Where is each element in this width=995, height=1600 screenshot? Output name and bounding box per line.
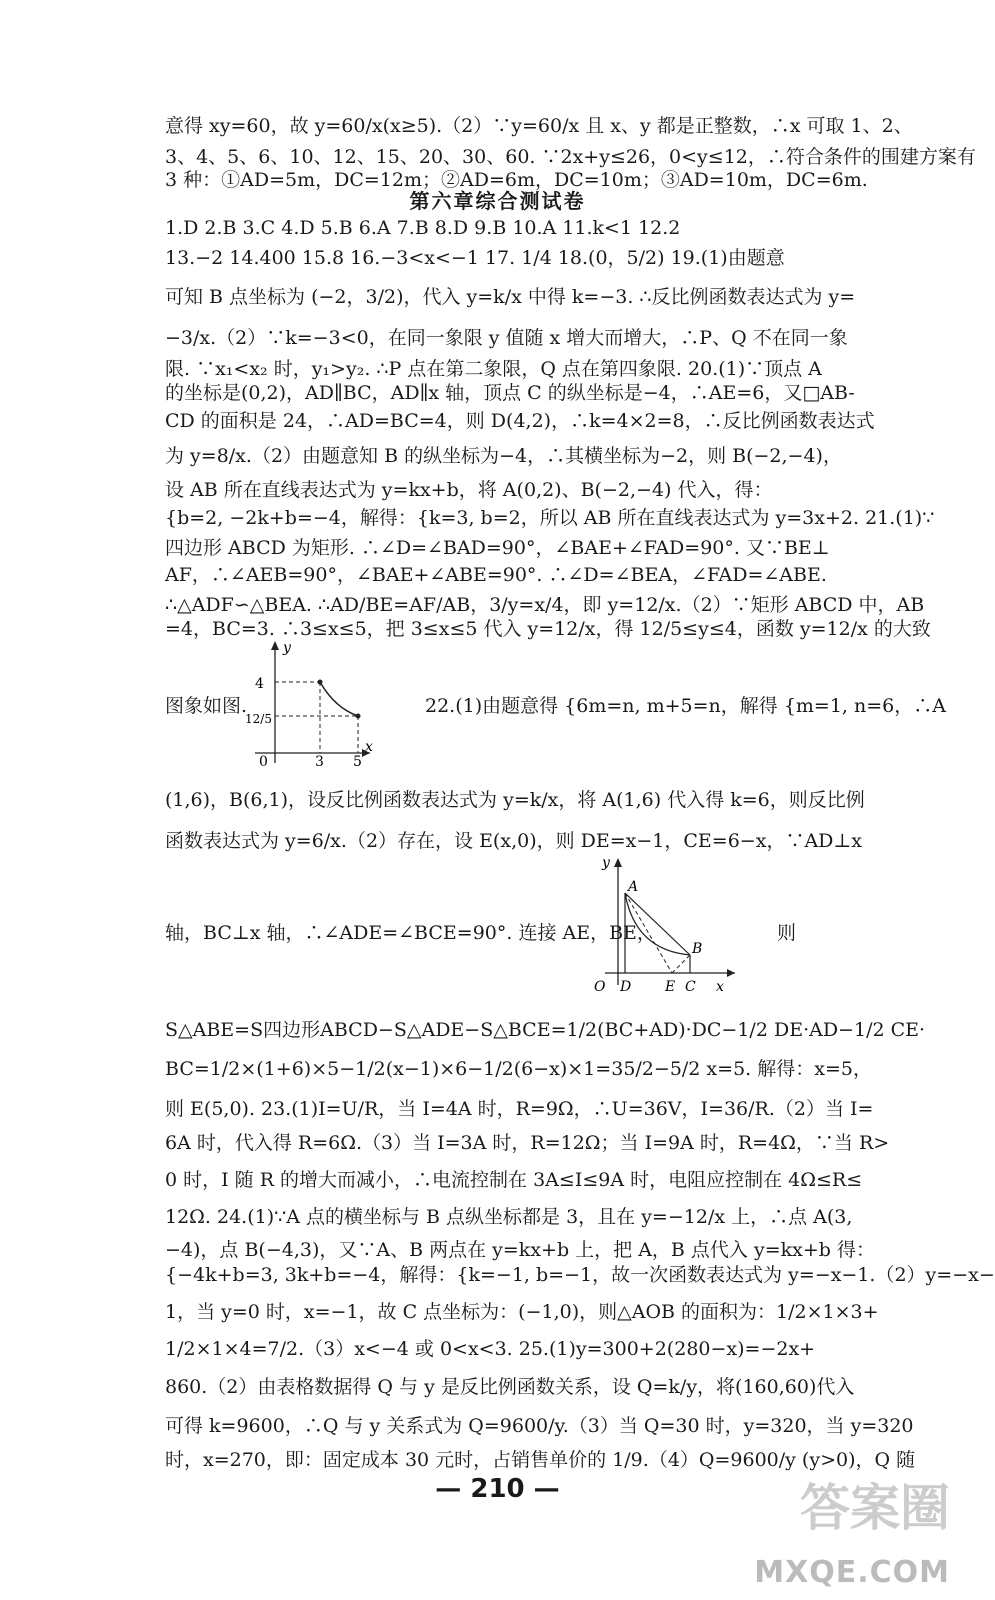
point-label: E [665, 979, 676, 995]
tick-label: 12/5 [245, 712, 272, 726]
text-line: 轴，BC⊥x 轴，∴∠ADE=∠BCE=90°. 连接 AE，BE， [165, 922, 656, 944]
text-line: 限. ∵x₁<x₂ 时，y₁>y₂. ∴P 点在第二象限，Q 点在第四象限. 20.(1)∵顶点 A [165, 358, 822, 380]
inverse-function-graph [225, 638, 375, 768]
text-line: 12Ω. 24.(1)∵A 点的横坐标与 B 点纵坐标都是 3，且在 y=−12/x 上，∴点 A(3, [165, 1206, 853, 1228]
text-line: 6A 时，代入得 R=6Ω.（3）当 I=3A 时，R=12Ω；当 I=9A 时，R=4Ω，∵当 R> [165, 1132, 890, 1154]
text-line: 四边形 ABCD 为矩形. ∴∠D=∠BAD=90°，∠BAE+∠FAD=90°. 又∵BE⊥ [165, 537, 830, 559]
text-line: 0 时，I 随 R 的增大而减小，∴电流控制在 3A≤I≤9A 时，电阻应控制在 4Ω≤R≤ [165, 1169, 863, 1191]
text-line: 可得 k=9600，∴Q 与 y 关系式为 Q=9600/y.（3）当 Q=30 时，y=320，当 y=320 [165, 1415, 914, 1437]
point-label: O [594, 979, 606, 995]
text-line: 为 y=8/x.（2）由题意知 B 的纵坐标为−4，∴其横坐标为−2，则 B(−2,−4)， [165, 445, 842, 467]
axis-label-y: y [283, 640, 291, 656]
text-line: 可知 B 点坐标为 (−2，3/2)，代入 y=k/x 中得 k=−3. ∴反比例函数表达式为 y= [165, 286, 856, 308]
text-line: 860.（2）由表格数据得 Q 与 y 是反比例函数关系，设 Q=k/y，将(160,60)代入 [165, 1376, 855, 1398]
origin-label: 0 [259, 754, 268, 768]
text-line: 设 AB 所在直线表达式为 y=kx+b，将 A(0,2)、B(−2,−4) 代入，得： [165, 479, 773, 501]
watermark-logo-text: 答案圈 [800, 1479, 950, 1537]
text-line: (1,6)，B(6,1)，设反比例函数表达式为 y=k/x，将 A(1,6) 代入得 k=6，则反比例 [165, 789, 865, 811]
text-line: 意得 xy=60，故 y=60/x(x≥5).（2）∵y=60/x 且 x、y 都是正整数，∴x 可取 1、2、 [165, 115, 913, 137]
text-line: AF，∴∠AEB=90°，∠BAE+∠ABE=90°. ∴∠D=∠BEA，∠FAD=∠ABE. [165, 564, 827, 586]
text-line: =4，BC=3. ∴3≤x≤5，把 3≤x≤5 代入 y=12/x，得 12/5≤y≤4，函数 y=12/x 的大致 [165, 618, 931, 640]
text-line: ∴△ADF∽△BEA. ∴AD/BE=AF/AB，3/y=x/4，即 y=12/x.（2）∵矩形 ABCD 中，AB [165, 594, 925, 616]
axis-label-x: x [365, 739, 373, 755]
text-line: 22.(1)由题意得 {6m=n, m+5=n，解得 {m=1, n=6，∴A [425, 695, 946, 717]
text-line: CD 的面积是 24，∴AD=BC=4，则 D(4,2)，∴k=4×2=8，∴反比例函数表达式 [165, 410, 875, 432]
text-line: S△ABE=S四边形ABCD−S△ADE−S△BCE=1/2(BC+AD)·DC−1/2 DE·AD−1/2 CE· [165, 1019, 926, 1041]
text-line: BC=1/2×(1+6)×5−1/2(x−1)×6−1/2(6−x)×1=35/2−5/2 x=5. 解得：x=5， [165, 1058, 872, 1080]
text-line: −3/x.（2）∵k=−3<0，在同一象限 y 值随 x 增大而增大，∴P、Q 不在同一象 [165, 327, 848, 349]
axis-label-y: y [602, 855, 610, 871]
page-number: — 210 — [435, 1474, 560, 1504]
axis-label-x: x [716, 979, 724, 995]
tick-label: 3 [315, 754, 324, 768]
point-label: C [685, 979, 696, 995]
point-label: B [692, 941, 703, 957]
text-line: 则 E(5,0). 23.(1)I=U/R，当 I=4A 时，R=9Ω，∴U=36V，I=36/R.（2）当 I= [165, 1098, 874, 1120]
text-line: 3、4、5、6、10、12、15、20、30、60. ∵2x+y≤26，0<y≤12，∴符合条件的围建方案有 [165, 146, 976, 168]
text-line: 图象如图. [165, 695, 248, 717]
text-line: −4)，点 B(−4,3)，又∵A、B 两点在 y=kx+b 上，把 A，B 点代入 y=kx+b 得： [165, 1239, 875, 1261]
text-line: 1.D 2.B 3.C 4.D 5.B 6.A 7.B 8.D 9.B 10.A 11.k<1 12.2 [165, 217, 681, 239]
text-line: 1/2×1×4=7/2.（3）x<−4 或 0<x<3. 25.(1)y=300+2(280−x)=−2x+ [165, 1338, 816, 1360]
text-line: 函数表达式为 y=6/x.（2）存在，设 E(x,0)，则 DE=x−1，CE=6−x，∵AD⊥x [165, 830, 862, 852]
text-line: 时，x=270，即：固定成本 30 元时，占销售单价的 1/9.（4）Q=9600/y (y>0)，Q 随 [165, 1449, 916, 1471]
text-line: 13.−2 14.400 15.8 16.−3<x<−1 17. 1/4 18.(0，5/2) 19.(1)由题意 [165, 247, 785, 269]
watermark-text: MXQE.COM [754, 1555, 950, 1590]
point-label: A [628, 879, 639, 895]
section-title: 第六章综合测试卷 [409, 189, 586, 213]
text-line: 3 种：①AD=5m，DC=12m；②AD=6m，DC=10m；③AD=10m，DC=6m. [165, 169, 868, 191]
tick-label: 4 [255, 676, 264, 692]
text-line: 则 [777, 922, 797, 944]
tick-label: 5 [353, 754, 362, 768]
text-line: 1，当 y=0 时，x=−1，故 C 点坐标为：(−1,0)，则△AOB 的面积为：1/2×1×3+ [165, 1301, 879, 1323]
text-line: {b=2, −2k+b=−4，解得：{k=3, b=2，所以 AB 所在直线表达式为 y=3x+2. 21.(1)∵ [165, 507, 935, 529]
text-line: {−4k+b=3, 3k+b=−4，解得：{k=−1, b=−1，故一次函数表达式为 y=−x−1.（2）y=−x− [165, 1264, 995, 1286]
point-label: D [620, 979, 632, 995]
text-line: 的坐标是(0,2)，AD∥BC，AD∥x 轴，顶点 C 的纵坐标是−4，∴AE=6，又□AB- [165, 382, 855, 404]
watermark [725, 1480, 980, 1600]
